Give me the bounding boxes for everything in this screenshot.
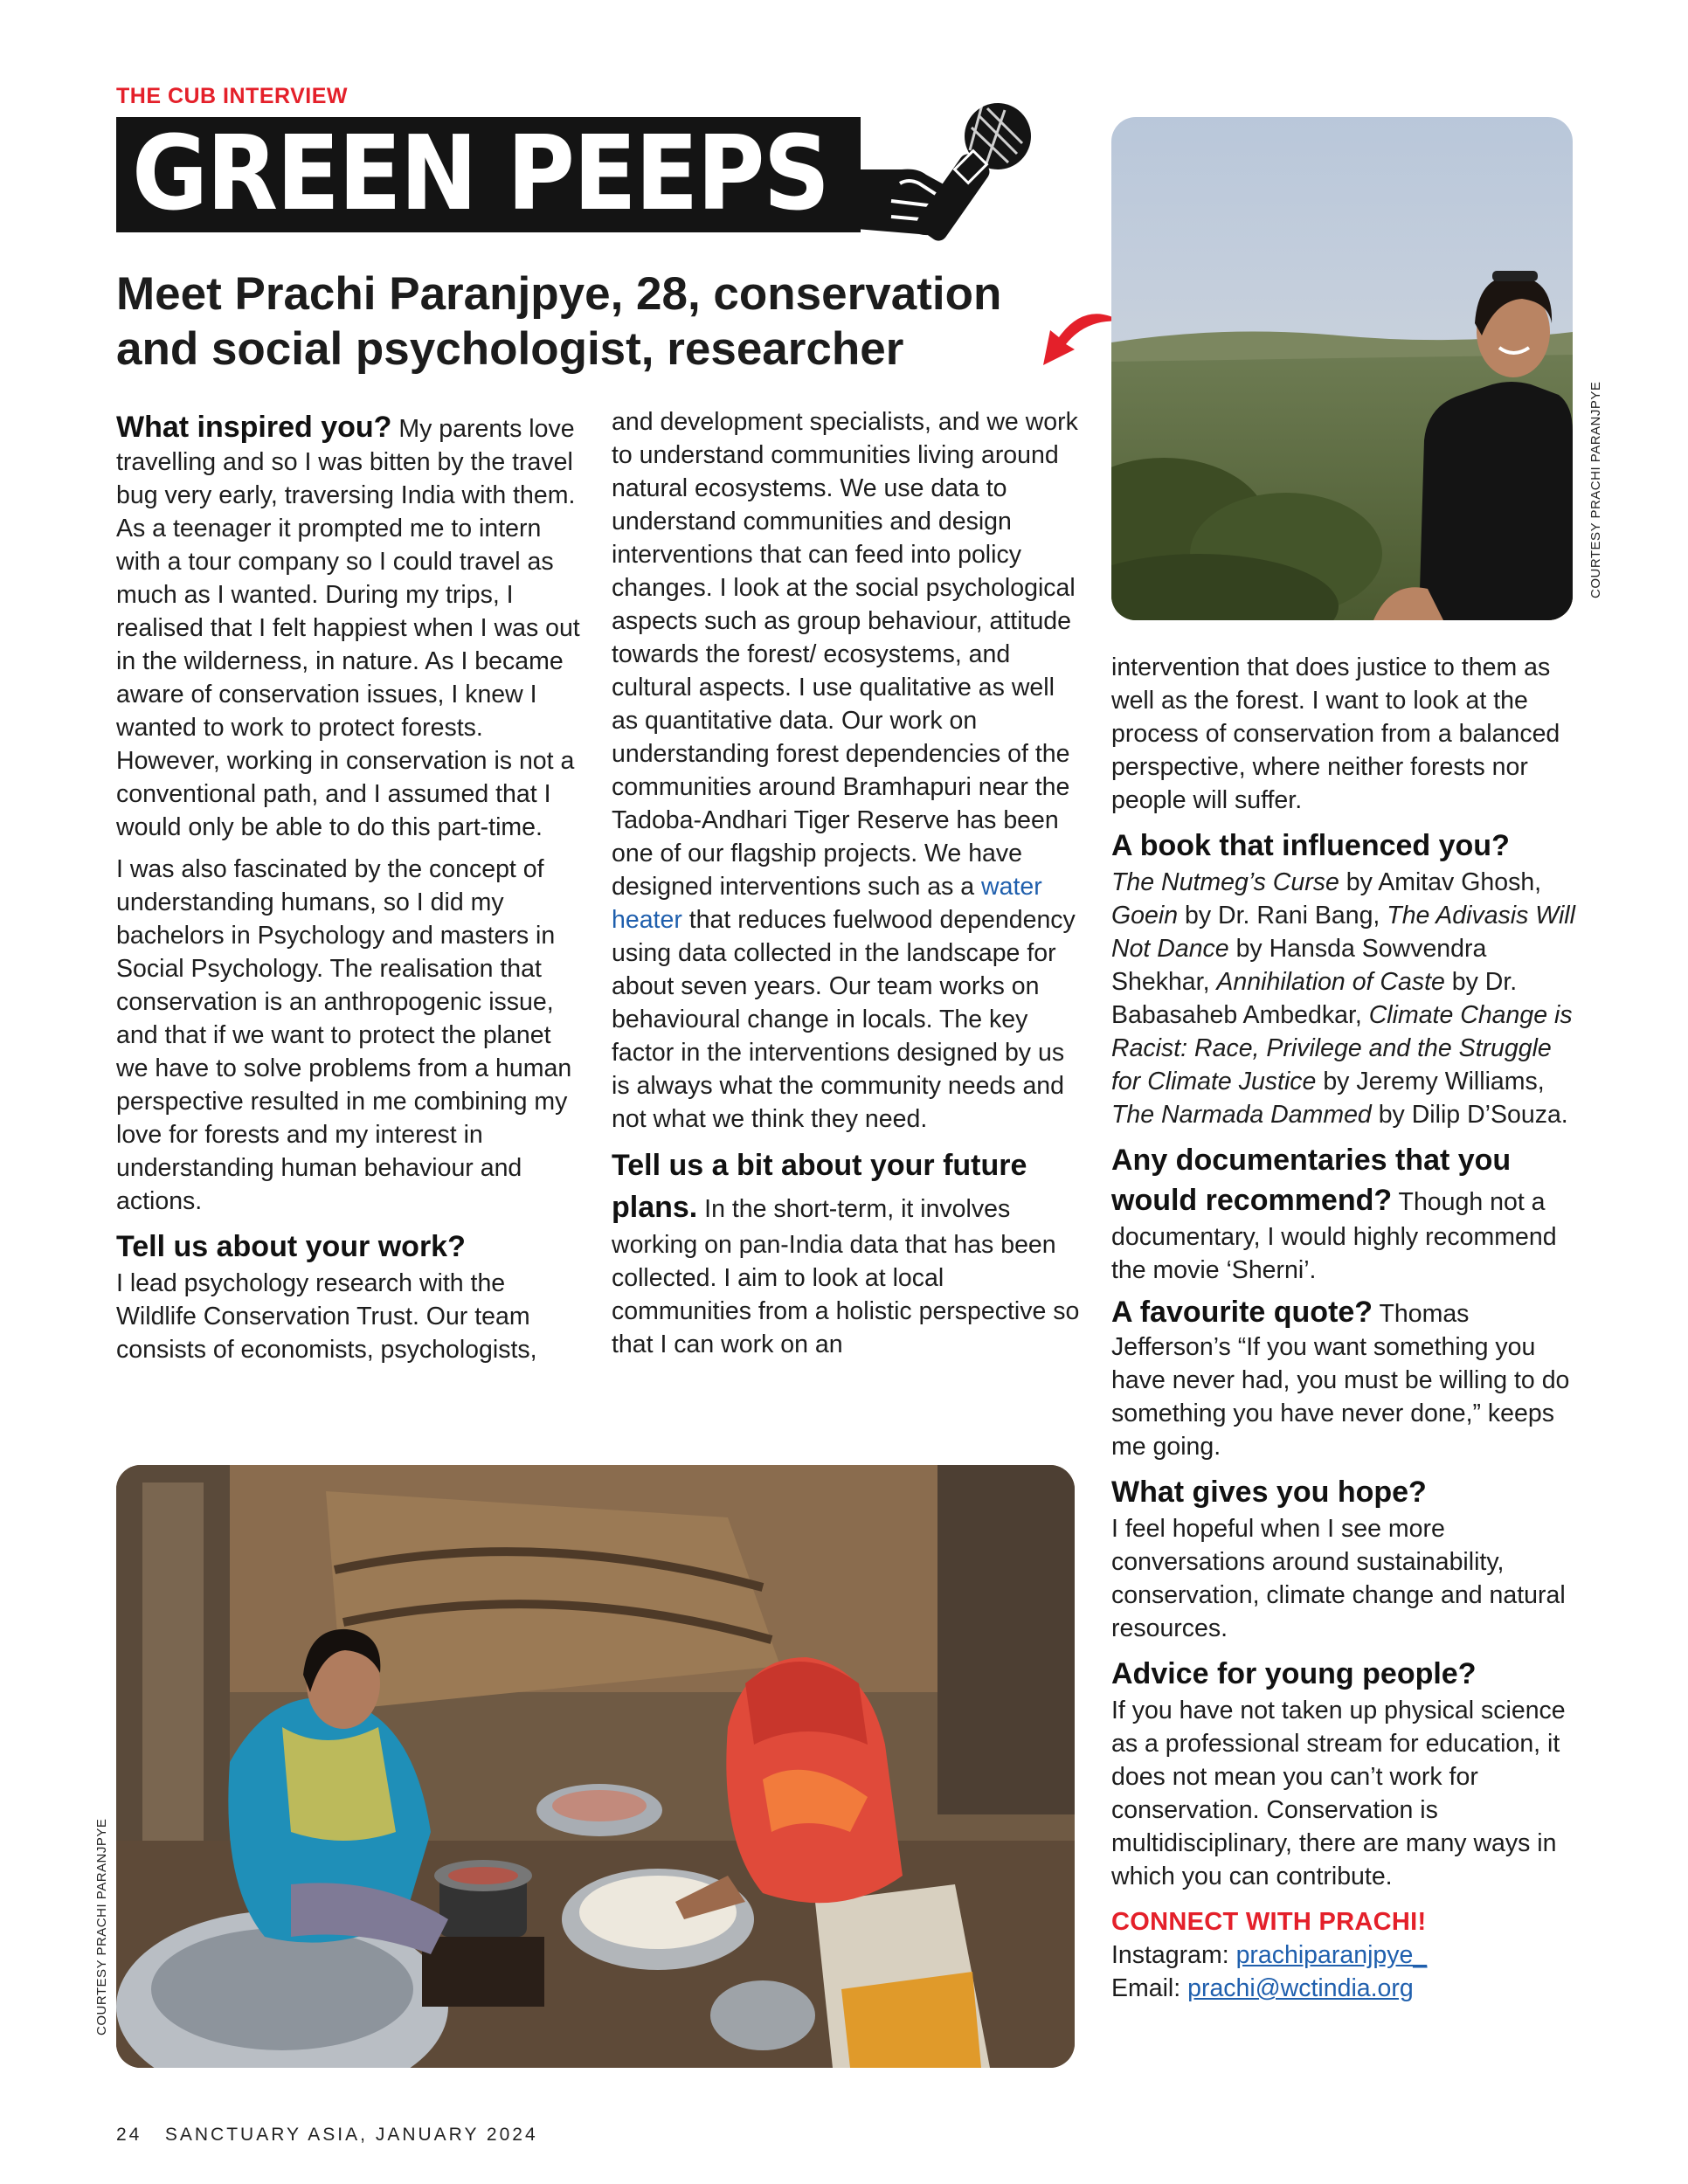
work-paragraph-a: and development specialists, and we work to understand communities living around natural ecosystems. We use data to understand communities and design interventions that can feed into policy changes. I look at the social psychological aspects such as group behaviour, attitude towards the forest/ ecosystems, and cultural aspects. I use qualitative as well as quantitative data. Our work on understanding forest dependencies of the communities around Bramhapuri near the Tadoba-Andhari Tiger Reserve has been one of our flagship projects. We have designed interventions such as a (612, 408, 1078, 901)
paragraph-intervention: intervention that does justice to them as well as the forest. I want to look at the process of conservation from a balanced perspective, where neither forests nor people will suffer. (1111, 653, 1560, 814)
answer-inspired: My parents love travelling and so I was bitten by the travel bug very early, traversing India with them. As a teenager it prompted me to intern with a tour company so I could travel as much as I wanted. During my trips, I realised that I felt happiest when I was out in the wilderness, in nature. As I became aware of conservation issues, I knew I wanted to work to protect forests. However, working in conservation is not a conventional path, and I assumed that I would only be able to do this part-time. (116, 415, 580, 841)
fieldwork-photo (116, 1465, 1075, 2068)
question-documentaries: Any documentaries that you would recommend? (1111, 1144, 1512, 1217)
email-label: Email: (1111, 1974, 1181, 2002)
headline: Meet Prachi Paranjpye, 28, conservation and social psychologist, researcher (116, 268, 1002, 375)
page-footer: 24 SANCTUARY ASIA, JANUARY 2024 (116, 2125, 538, 2145)
answer-work: I lead psychology research with the Wildlife Conservation Trust. Our team consists of economists, psychologists, (116, 1269, 537, 1364)
question-work: Tell us about your work? (116, 1230, 466, 1263)
question-book: A book that influenced you? (1111, 829, 1510, 862)
book-4-author: by Dr. Babasaheb Ambedkar, (1111, 968, 1518, 1029)
book-5: Climate Change is Racist: Race, Privilege and the Struggle for Climate Justice (1111, 1001, 1573, 1095)
book-3: The Adivasis Will Not Dance (1111, 902, 1575, 963)
email-link[interactable]: prachi@wctindia.org (1187, 1974, 1414, 2002)
banner-title: GREEN PEEPS (132, 113, 829, 233)
book-6-author: by Dilip D’Souza. (1378, 1101, 1568, 1129)
connect-heading: CONNECT WITH PRACHI! (1111, 1908, 1427, 1936)
title-banner (116, 113, 861, 233)
answer-advice: If you have not taken up physical science as a professional stream for education, it does not mean you can’t work for conservation. Conservation is multidisciplinary, there are many ways in which you can contribute. (1111, 1697, 1566, 1890)
book-1: The Nutmeg’s Curse (1111, 868, 1339, 896)
work-paragraph-b: that reduces fuelwood dependency using data collected in the landscape for about seven years. Our team works on behavioural change in locals. The key factor in the interventions designed by us is always what the community needs and not what we think they need. (612, 906, 1076, 1133)
question-advice: Advice for young people? (1111, 1657, 1477, 1690)
paragraph-psychology: I was also fascinated by the concept of understanding humans, so I did my bachelors in Psychology and masters in Social Psychology. The realisation that conservation is an anthropogenic issue, and that if we want to protect the planet we have to solve problems from a human perspective resulted in me combining my love for forests and my interest in understanding human behaviour and actions. (116, 855, 572, 1215)
column-2 (612, 405, 1083, 1370)
question-inspired: What inspired you? (116, 411, 392, 444)
instagram-line (1111, 1939, 1580, 1972)
answer-hope: I feel hopeful when I see more conversations around sustainability, conservation, climate change and natural resources. (1111, 1515, 1566, 1642)
email-line (1111, 1972, 1580, 2005)
section-kicker: THE CUB INTERVIEW (116, 84, 348, 108)
photo-credit-bottom: COURTESY PRACHI PARANJPYE (94, 1818, 109, 2035)
book-3-author: by Hansda Sowvendra Shekhar, (1111, 935, 1487, 996)
portrait-photo (1111, 117, 1573, 620)
book-list (1111, 866, 1580, 1131)
book-6: The Narmada Dammed (1111, 1101, 1372, 1129)
answer-future: In the short-term, it involves working on pan-India data that has been collected. I aim to look at local communities from a holistic perspective so that I can work on an (612, 1195, 1080, 1358)
book-4: Annihilation of Caste (1216, 968, 1445, 996)
photo-credit-top: COURTESY PRACHI PARANJPYE (1588, 381, 1603, 598)
instagram-label: Instagram: (1111, 1941, 1229, 1969)
water-heater-link[interactable]: water heater (612, 873, 1042, 934)
book-5-author: by Jeremy Williams, (1323, 1068, 1545, 1095)
hand-microphone-icon (839, 98, 1040, 264)
question-future: Tell us a bit about your future plans. (612, 1149, 1027, 1224)
column-3 (1111, 651, 1580, 2005)
question-hope: What gives you hope? (1111, 1476, 1427, 1509)
book-2: Goein (1111, 902, 1179, 930)
book-1-author: by Amitav Ghosh, (1346, 868, 1542, 896)
book-2-author: by Dr. Rani Bang, (1184, 902, 1380, 930)
instagram-link[interactable]: prachiparanjpye_ (1235, 1941, 1428, 1969)
answer-documentaries: Though not a documentary, I would highly recommend the movie ‘Sherni’. (1111, 1188, 1557, 1284)
column-1 (116, 411, 588, 1375)
answer-quote: Thomas Jefferson’s “If you want something you have never had, you must be willing to do something you have never done,” keeps me going. (1111, 1300, 1570, 1461)
question-quote: A favourite quote? (1111, 1296, 1373, 1329)
